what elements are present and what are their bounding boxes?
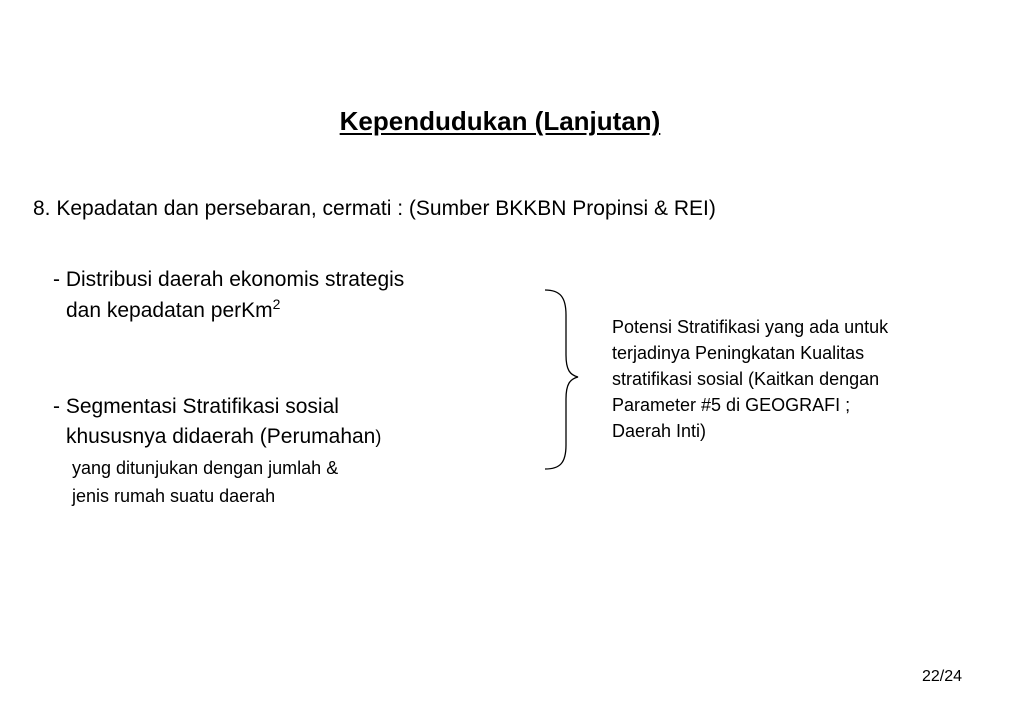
bullet-1-line-2-text: dan kepadatan perKm [66, 299, 273, 322]
side-note-line: stratifikasi sosial (Kaitkan dengan [612, 369, 880, 389]
bullet-2-line-1: - Segmentasi Stratifikasi sosial [53, 395, 339, 418]
page-number: 22/24 [922, 668, 963, 685]
slide-title: Kependudukan (Lanjutan) [339, 106, 661, 136]
bullet-1-line-2 [66, 296, 281, 323]
bullet-2-sub-line-2: jenis rumah suatu daerah [72, 486, 276, 506]
side-note-line: terjadinya Peningkatan Kualitas [612, 343, 865, 363]
bullet-2-sub-line-1: yang ditunjukan dengan jumlah & [72, 458, 339, 478]
curly-brace-icon [540, 285, 590, 475]
bullet-1-line-1: - Distribusi daerah ekonomis strategis [53, 268, 405, 291]
superscript-2: 2 [272, 296, 281, 312]
bullet-2-line-2 [66, 425, 381, 449]
side-note-line: Potensi Stratifikasi yang ada untuk [612, 317, 889, 337]
side-note-line: Parameter #5 di GEOGRAFI ; [612, 395, 851, 415]
side-note-line: Daerah Inti) [612, 421, 707, 441]
bullet-2-line-2-text: khususnya didaerah (Perumahan [66, 425, 376, 448]
point-8-heading: 8. Kepadatan dan persebaran, cermati : (Sumber BKKBN Propinsi & REI) [33, 197, 716, 220]
side-note [612, 314, 992, 444]
closing-paren: ) [375, 427, 382, 447]
